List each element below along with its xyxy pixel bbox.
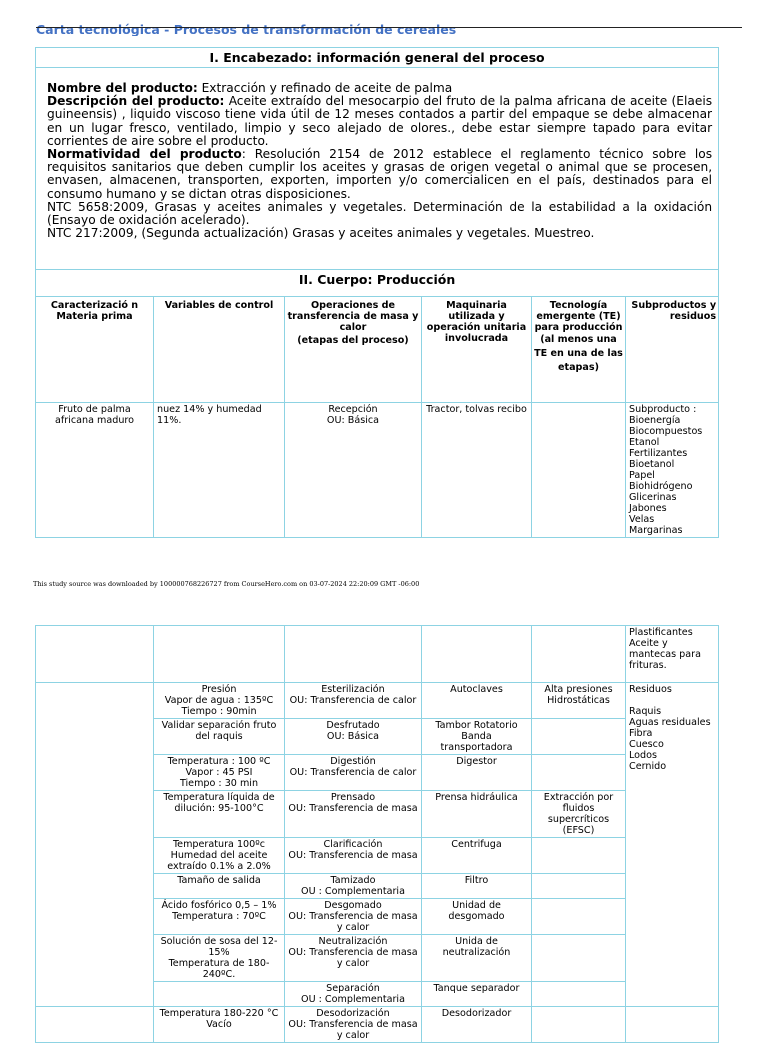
byproduct-item: mantecas para: [629, 649, 701, 660]
operation-cell: Prensado OU: Transferencia de masa: [285, 791, 422, 838]
operation-type: OU: Básica: [326, 415, 380, 426]
technology-cell: Extracción por fluidos supercríticos (EFSC): [532, 791, 626, 838]
variables-cell: Temperatura : 100 ºC Vapor : 45 PSI Tiempo : 30 min: [154, 755, 285, 791]
operation-name: Recepción: [328, 404, 378, 415]
col-header-control-variables: Variables de control: [154, 297, 285, 403]
technology-cell: [532, 719, 626, 755]
residue-item: Cuesco: [629, 739, 664, 750]
byproduct-item: Margarinas: [629, 525, 683, 536]
byproduct-item: frituras.: [629, 660, 667, 671]
byproduct-item: Biohidrógeno: [629, 481, 693, 492]
byproduct-item: Biocompuestos: [629, 426, 703, 437]
byproducts-continued-cell: [626, 626, 719, 683]
raw-material-cell: [36, 683, 154, 1007]
machinery-cell: Prensa hidráulica: [422, 791, 532, 838]
operation-cell: Neutralización OU: Transferencia de masa y calor: [285, 935, 422, 982]
header-rule: [36, 27, 742, 28]
raw-material-cell: [36, 626, 154, 683]
byproduct-item: Plastificantes: [629, 627, 693, 638]
operation-cell: Digestión OU: Transferencia de calor: [285, 755, 422, 791]
byproducts-cell: [626, 403, 719, 538]
byproduct-item: Fertilizantes: [629, 448, 688, 459]
operation-cell: Desgomado OU: Transferencia de masa y calor: [285, 899, 422, 935]
residue-item: Raquis: [629, 706, 662, 717]
byproduct-item: Etanol: [629, 437, 660, 448]
section1-title: I. Encabezado: información general del proceso: [36, 48, 719, 68]
variables-cell: Presión Vapor de agua : 135ºC Tiempo : 90min: [154, 683, 285, 719]
process-step-row: [36, 683, 719, 719]
byproduct-item: Papel: [629, 470, 655, 481]
machinery-cell: [422, 626, 532, 683]
byproduct-item: Velas: [629, 514, 655, 525]
product-name: Extracción y refinado de aceite de palma: [201, 81, 453, 95]
col-header-technology-label: Tecnología emergente (TE) para producción: [534, 300, 623, 333]
col-header-operations-label: Operaciones de transferencia de masa y calor: [287, 300, 419, 333]
technology-cell: [532, 935, 626, 982]
byproduct-item: Bioenergía: [629, 415, 681, 426]
machinery-cell: Filtro: [422, 874, 532, 899]
operation-cell: Separación OU : Complementaria: [285, 982, 422, 1007]
residue-item: Fibra: [629, 728, 653, 739]
description-line: [47, 95, 712, 148]
machinery-cell: Tanque separador: [422, 982, 532, 1007]
operation-cell: Tamizado OU : Complementaria: [285, 874, 422, 899]
machinery-cell: Centrifuga: [422, 838, 532, 874]
technology-cell: Alta presiones Hidrostáticas: [532, 683, 626, 719]
regulation-line: [47, 148, 712, 201]
col-header-operations-extra: (etapas del proceso): [297, 335, 409, 346]
technology-cell: [532, 1007, 626, 1043]
raw-material-cell: Fruto de palma africana maduro: [36, 403, 154, 538]
regulation-text: : Resolución 2154 de 2012 establece el reglamento técnico sobre los requisitos sanitarios que deben cumplir los aceites y grasas de origen vegetal o animal que se procesen, envasen, almacenen, transporten, exporten, importen y/o comercialicen en el país, destinados para el consumo humano y se dictan otras disposiciones.: [47, 147, 713, 201]
residues-cell: [626, 1007, 719, 1043]
byproduct-item: Aceite y: [629, 638, 668, 649]
machinery-cell: Desodorizador: [422, 1007, 532, 1043]
general-info: [36, 68, 719, 270]
col-header-byproducts: Subproductos y residuos: [626, 297, 719, 403]
ntc-217: NTC 217:2009, (Segunda actualización) Grasas y aceites animales y vegetales. Muestreo.: [47, 226, 595, 241]
col-header-operations: [285, 297, 422, 403]
technology-cell: [532, 899, 626, 935]
technology-cell: [532, 874, 626, 899]
residues-cell: [626, 683, 719, 1007]
process-step-row: [36, 1007, 719, 1043]
machinery-cell: Autoclaves: [422, 683, 532, 719]
download-note: This study source was downloaded by 100000768226727 from CourseHero.com on 03-07-2024 22:20:09 GMT -06:00: [33, 580, 420, 588]
variables-cell: [154, 626, 285, 683]
variables-cell: Solución de sosa del 12-15% Temperatura de 180-240ºC.: [154, 935, 285, 982]
operation-cell: Desfrutado OU: Básica: [285, 719, 422, 755]
col-header-machinery: Maquinaria utilizada y operación unitaria involucrada: [422, 297, 532, 403]
technology-cell: [532, 755, 626, 791]
byproduct-item: Subproducto :: [629, 404, 697, 415]
variables-cell: [154, 982, 285, 1007]
residue-item: Lodos: [629, 750, 658, 761]
machinery-cell: Unidad de desgomado: [422, 899, 532, 935]
product-description: Aceite extraído del mesocarpio del fruto de la palma africana de aceite (Elaeis guineensis) , liquido viscoso tiene vida útil de 12 meses contados a partir del empaque se debe almacenar en un lugar fresco, ventilado, limpio y seco alejado de olores., debe estar siempre tapado para evitar corrientes de aire sobre el producto.: [47, 94, 713, 148]
technology-cell: [532, 838, 626, 874]
col-header-technology: [532, 297, 626, 403]
document-header-title: Carta tecnológica - Procesos de transformación de cereales: [36, 22, 457, 36]
variables-cell: Temperatura líquida de dilución: 95-100°C: [154, 791, 285, 838]
process-table-page1: [35, 47, 719, 538]
byproduct-item: Glicerinas: [629, 492, 677, 503]
residue-item: Aguas residuales: [629, 717, 711, 728]
regulation-label: Normatividad del producto: [47, 147, 242, 162]
variables-cell: Temperatura 100ºc Humedad del aceite extraído 0.1% a 2.0%: [154, 838, 285, 874]
byproduct-item: Bioetanol: [629, 459, 675, 470]
ntc-5658: NTC 5658:2009, Grasas y aceites animales y vegetales. Determinación de la estabilidad a la oxidación (Ensayo de oxidación acelerado).: [47, 199, 713, 228]
variables-cell: Tamaño de salida: [154, 874, 285, 899]
col-header-raw-material: Caracterizació n Materia prima: [36, 297, 154, 403]
variables-cell: Temperatura 180-220 °C Vacío: [154, 1007, 285, 1043]
technology-cell: [532, 626, 626, 683]
raw-material-cell: [36, 1007, 154, 1043]
machinery-cell: Tractor, tolvas recibo: [422, 403, 532, 538]
operation-cell: [285, 403, 422, 538]
residue-item: Cernido: [629, 761, 667, 772]
operation-cell: Clarificación OU: Transferencia de masa: [285, 838, 422, 874]
product-name-label: Nombre del producto:: [47, 81, 198, 95]
variables-cell: Validar separación fruto del raquis: [154, 719, 285, 755]
machinery-cell: Tambor Rotatorio Banda transportadora: [422, 719, 532, 755]
description-label: Descripción del producto:: [47, 94, 225, 109]
machinery-cell: Unida de neutralización: [422, 935, 532, 982]
process-table-page2: [35, 625, 719, 1043]
residue-item: Residuos: [629, 684, 672, 695]
technology-cell: [532, 403, 626, 538]
section2-title: II. Cuerpo: Producción: [36, 270, 719, 297]
residue-item: [629, 695, 716, 706]
col-header-technology-extra: (al menos una TE en una de las etapas): [534, 334, 623, 373]
machinery-cell: Digestor: [422, 755, 532, 791]
byproduct-item: Jabones: [629, 503, 667, 514]
operation-cell: Desodorización OU: Transferencia de masa y calor: [285, 1007, 422, 1043]
variables-cell: nuez 14% y humedad 11%.: [154, 403, 285, 538]
operation-cell: [285, 626, 422, 683]
operation-cell: Esterilización OU: Transferencia de calor: [285, 683, 422, 719]
technology-cell: [532, 982, 626, 1007]
variables-cell: Ácido fosfórico 0,5 – 1% Temperatura : 70ºC: [154, 899, 285, 935]
